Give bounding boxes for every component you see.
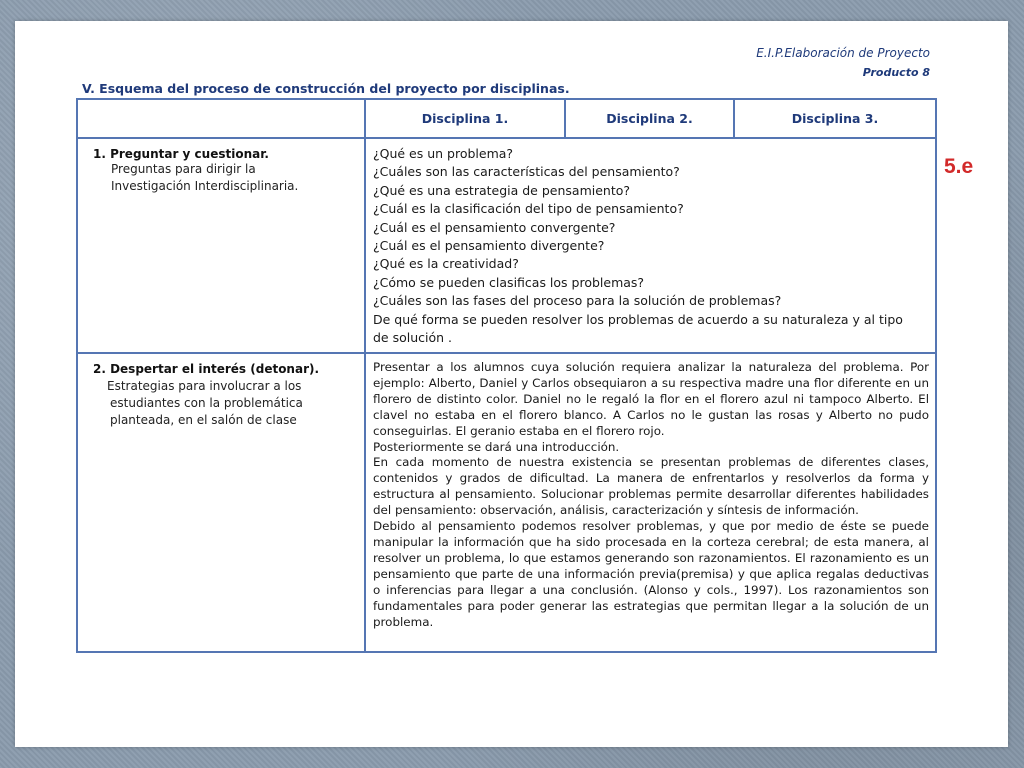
paragraph: Debido al pensamiento podemos resolver problemas, y que por medio de éste se puede manipular la información que ha sido procesada en la corteza cerebral; de esta manera, al resolver un problema, lo que estamos generando son razonamientos. El razonamiento es un pensamiento que parte de una información previa(premisa) y que aplica regalas deductivas o inferencias para llegar a una conclusión. (Alonso y cols., 1997). Los razonamientos son fundamentales para poder generar las estrategias que permitan llegar a la solución de un problema. bbox=[373, 519, 929, 629]
row-1-label-cell bbox=[78, 139, 364, 352]
question-item: ¿Cuáles son las características del pensamiento? bbox=[373, 164, 680, 180]
row-2-title: 2. Despertar el interés (detonar). bbox=[93, 362, 320, 376]
question-item: ¿Cuál es el pensamiento divergente? bbox=[373, 238, 605, 254]
section-title: V. Esquema del proceso de construcción del proyecto por disciplinas. bbox=[82, 81, 570, 96]
slide-number-label: 5.e bbox=[944, 155, 974, 178]
table-header-discipline-1: Disciplina 1. bbox=[421, 111, 509, 126]
question-item: De qué forma se pueden resolver los problemas de acuerdo a su naturaleza y al tipo de solución . bbox=[373, 311, 903, 346]
discipline-table bbox=[76, 98, 937, 653]
row-1-questions-cell bbox=[366, 139, 935, 352]
table-header-empty bbox=[78, 100, 364, 137]
table-header-discipline-2: Disciplina 2. bbox=[606, 111, 693, 126]
row-1-subtitle-line: Investigación Interdisciplinaria. bbox=[111, 179, 299, 193]
table-header-discipline-3: Disciplina 3. bbox=[791, 111, 879, 126]
question-item: ¿Qué es un problema? bbox=[373, 146, 514, 161]
row-1-subtitle-line: Preguntas para dirigir la bbox=[111, 162, 256, 176]
paragraph: Posteriormente se dará una introducción. bbox=[373, 439, 620, 454]
row-1-subtitle bbox=[93, 161, 364, 195]
question-item: ¿Cuáles son las fases del proceso para la solución de problemas? bbox=[373, 293, 782, 309]
row-2-subtitle bbox=[93, 376, 364, 429]
row-2-subtitle-line: estudiantes con la problemática bbox=[110, 396, 303, 410]
document-page bbox=[15, 21, 1008, 747]
question-item: ¿Qué es una estrategia de pensamiento? bbox=[373, 182, 631, 198]
row-2-subtitle-line: planteada, en el salón de clase bbox=[110, 413, 297, 427]
header-product-label: Producto 8 bbox=[862, 66, 930, 79]
question-item: ¿Qué es la creatividad? bbox=[373, 256, 519, 272]
question-item: ¿Cuál es el pensamiento convergente? bbox=[373, 219, 616, 235]
question-item: ¿Cuál es la clasificación del tipo de pensamiento? bbox=[373, 201, 684, 217]
paragraph: Presentar a los alumnos cuya solución requiera analizar la naturaleza del problema. Por ejemplo: Alberto, Daniel y Carlos obsequiaron a su respectiva madre una flor diferente en un florero de distinto color. Daniel no le regaló la flor en el florero azul ni tampoco Alberto. El clavel no estaba en el florero blanco. A Carlos no le gustan las rosas y Alberto no pudo conseguirlas. El geranio estaba en el florero rojo. bbox=[373, 360, 929, 438]
row-2-subtitle-line: Estrategias para involucrar a los bbox=[107, 379, 302, 393]
header-project-title: E.I.P.Elaboración de Proyecto bbox=[756, 46, 930, 60]
question-item: ¿Cómo se pueden clasificas los problemas? bbox=[373, 274, 645, 290]
row-2-paragraphs-cell bbox=[366, 354, 935, 651]
paragraph: En cada momento de nuestra existencia se presentan problemas de diferentes clases, contenidos y grados de dificultad. La manera de enfrentarlos y resolverlos da forma y estructura al pensamiento. Solucionar problemas permite desarrollar diferentes habilidades del pensamiento: observación, análisis, caracterización y síntesis de información. bbox=[373, 455, 929, 518]
row-1-title: 1. Preguntar y cuestionar. bbox=[93, 147, 269, 161]
row-2-label-cell bbox=[78, 354, 364, 651]
